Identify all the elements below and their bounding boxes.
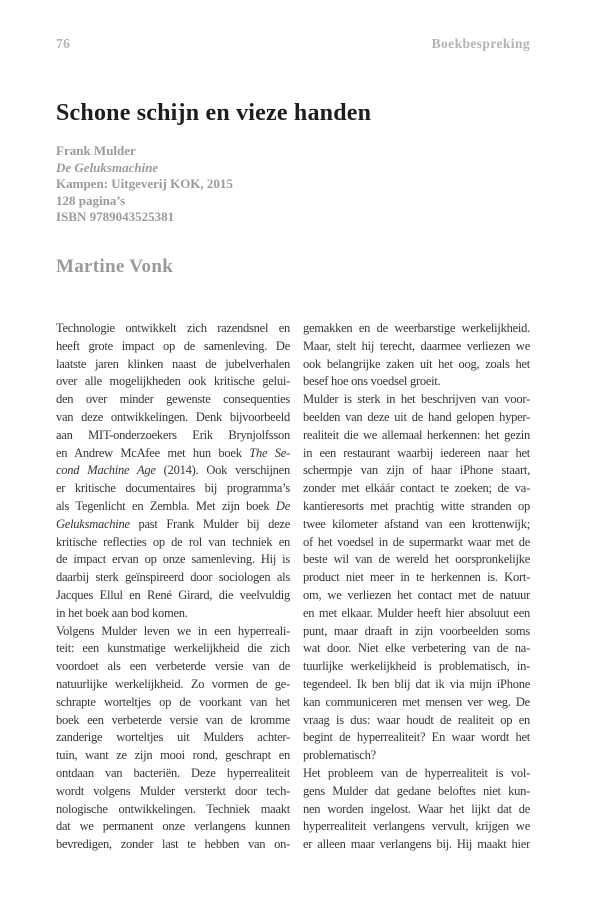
text-line: en met elkaar. Mulder heeft hier absoluut een [303,605,530,620]
text-line: daarbij sterk geïnspireerd door sociologen als [56,570,290,585]
text-line: Het probleem van de hyperrealiteit is vol- [303,765,530,780]
text-line: er alleen maar verlangens bij. Hij maakt hier [303,837,530,852]
running-head [56,36,530,52]
text-line: of het voedsel in de supermarkt waar met de [303,534,530,549]
text-line: cond Machine Age (2014). Ook verschijnen [56,463,290,478]
text-line: Technologie ontwikkelt zich razendsnel en [56,321,290,335]
text-line: Jacques Ellul en René Girard, die veelvuldig [56,587,290,602]
text-line: ook belangrijke zaken uit het oog, zoals het [303,356,530,371]
text-line: gemakken en de weerbarstige werkelijkheid. [303,321,530,335]
text-line: nologische ontwikkelingen. Techniek maakt [56,801,290,816]
text-line: en Andrew McAfee met hun boek The Se- [56,445,290,460]
text-line: vraag is dus: waar houdt de realiteit op en [303,712,530,727]
text-line: beste wil van de wereld het oorspronkelijke [303,552,530,567]
text-line: punt, maar draaft in zijn voorbeelden soms [303,623,530,638]
text-line: heeft grote impact op de samenleving. De [56,338,290,353]
text-line: van deze ontwikkelingen. Denk bijvoorbeeld [56,409,290,424]
text-line: boek een verbeterde versie van de kromme [56,712,290,727]
text-line: laatste jaren klinken naast de jubelverhalen [56,356,290,371]
text-line: ontdaan van bacteriën. Deze hyperrealiteit [56,765,290,780]
text-line: teit: een kunstmatige werkelijkheid die zich [56,641,290,656]
book-publisher: Kampen: Uitgeverij KOK, 2015 [56,176,233,192]
text-line: product niet meer in te herkennen is. Kort- [303,570,530,585]
reviewer-name: Martine Vonk [56,256,174,277]
text-line: Geluksmachine past Frank Mulder bij deze [56,516,290,531]
text-line: wat door. Niet elke verbetering van de na- [303,641,530,656]
text-line: beelden van deze uit de hand gelopen hyper- [303,409,530,424]
body-column-left [56,320,290,854]
text-line: tuurlijke werkelijkheid is problematisch, in- [303,659,530,674]
text-line: begint de hyperrealiteit? En waar wordt het [303,730,530,745]
text-line: in het boek aan bod komen. [56,605,188,620]
text-line: natuurlijke werkelijkheid. Zo vormen de ge- [56,676,290,691]
text-line: tuin, want ze zijn mooi rond, geschrapt en [56,748,290,763]
book-title: De Geluksmachine [56,159,159,175]
text-line: besef hoe ons voedsel groeit. [303,374,441,389]
text-line: om, we verliezen het contact met de natuur [303,587,530,602]
text-line: als Tegenlicht en Zembla. Met zijn boek De [56,498,290,513]
text-line: twee kilometer afstand van een krottenwijk; [303,516,530,531]
text-line: Maar, stelt hij terecht, daarmee verliezen we [303,338,530,353]
text-line: hyperrealiteit verlangens vervult, krijgen we [303,819,530,834]
text-line: problematisch? [303,748,376,763]
text-line: schermpje van zijn of haar iPhone staart, [303,463,530,478]
book-author: Frank Mulder [56,143,136,158]
text-line: kan communiceren met mensen ver weg. De [303,694,530,709]
text-line: aan MIT-onderzoekers Erik Brynjolfsson [56,427,290,442]
text-line: kantieresorts met prachtig witte stranden op [303,498,530,513]
text-line: tegendeel. Ik ben blij dat ik via mijn iPhone [303,676,530,691]
text-line: dat we permanent onze verlangens kunnen [56,819,290,834]
text-line: schrapte worteltjes op de voorkant van het [56,694,290,709]
text-line: voordoet als een verbeterde versie van de [56,659,290,674]
article-title: Schone schijn en vieze handen [56,100,372,127]
text-line: Mulder is sterk in het beschrijven van voor- [303,392,530,407]
text-line: wordt volgens Mulder versterkt door tech- [56,783,290,798]
page-number: 76 [56,36,71,51]
text-line: zanderige worteltjes uit Mulders achter- [56,730,290,745]
body-column-right [303,320,530,854]
book-pages: 128 pagina’s [56,192,126,208]
text-line: realiteit die we allemaal herkennen: het gezin [303,427,530,442]
text-line: nen worden ingelost. Waar het lijkt dat de [303,801,530,816]
book-isbn: ISBN 9789043525381 [56,209,175,225]
text-line: de impact ervan op onze samenleving. Hij is [56,552,290,567]
text-line: den over minder gewenste consequenties [56,392,290,407]
text-line: Volgens Mulder leven we in een hyperreali- [56,623,290,638]
text-line: bevredigen, zonder last te hebben van on- [56,837,290,852]
text-line: er kritische documentaires bij programma’s [56,481,290,496]
section-label: Boekbespreking [431,36,530,51]
text-line: gens Mulder dat gedane beloftes niet kun- [303,783,530,798]
text-line: zonder met elkáár contact te zoeken; de va- [303,481,530,496]
text-line: in een restaurant waarbij iedereen naar het [303,445,530,460]
review-body [56,320,532,854]
book-metadata [56,143,456,226]
text-line: over alle mogelijkheden ook kritische gelui- [56,374,290,389]
text-line: kritische reflecties op de rol van techniek en [56,534,290,549]
